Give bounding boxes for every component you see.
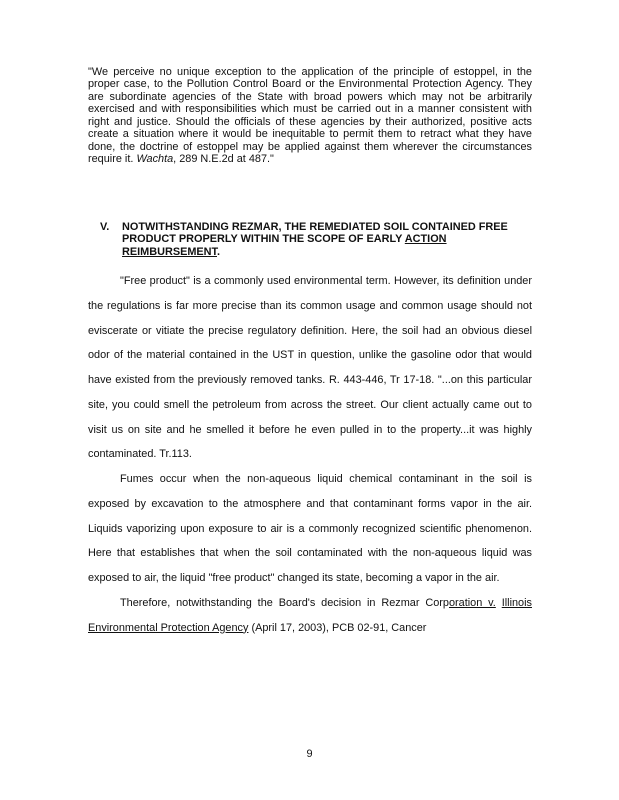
p3-case-part2: Illinois Environmental Protection Agency <box>88 596 532 634</box>
p3-end: (April 17, 2003), PCB 02-91, Cancer <box>248 621 427 634</box>
p3-case-part1: oration v. <box>448 596 496 609</box>
quote-text: "We perceive no unique exception to the application of the principle of estoppel, in the proper case, to the Pollution Control Board or the Environmental Protection Agency. They are subordinate agencies of the State with broad powers which may not be arbitrarily exercised and with responsibilities which must be carried out in a manner consistent with right and justice. Should the officials of these agencies by their authorized, positive acts create a situation where it would be inequitable to permit them to retract what they have done, the doctrine of estoppel may be applied against them wherever the circumstances require it. <box>88 66 532 166</box>
section-title <box>122 221 540 258</box>
block-quote <box>88 66 532 166</box>
paragraph-fumes: Fumes occur when the non-aqueous liquid chemical contaminant in the soil is exposed by excavation to the atmosphere and that contaminant forms vapor in the air. Liquids vaporizing upon exposure to air is a commonly recognized scientific phenomenon. Here that establishes that when the soil contaminated with the non-aqueous liquid was exposed to air, the liquid "free product" changed its state, becoming a vapor in the air. <box>88 473 532 584</box>
body-text <box>88 269 532 640</box>
quote-case-name: Wachta <box>136 153 174 166</box>
quote-citation: , 289 N.E.2d at 487." <box>173 153 274 166</box>
page-number: 9 <box>306 748 313 760</box>
paragraph-therefore <box>88 591 532 641</box>
paragraph-free-product: "Free product" is a commonly used environmental term. However, its definition under the regulations is far more precise than its common usage and common usage should not eviscerate or vitiate the precise regulatory definition. Here, the soil had an obvious diesel odor of the material contained in the UST in question, unlike the gasoline odor that would have existed from the previously removed tanks. R. 443-446, Tr 17-18. "...on this particular site, you could smell the petroleum from across the street. Our client actually came out to visit us on site and he smelled it before he even pulled in to the property...it was highly contaminated. Tr.113. <box>88 275 532 461</box>
section-title-end: . <box>217 245 221 258</box>
section-heading <box>100 221 540 258</box>
p3-start: Therefore, notwithstanding the Board's decision in Rezmar Corp <box>120 596 449 609</box>
section-title-main: NOTWITHSTANDING REZMAR, THE REMEDIATED SOIL CONTAINED FREE PRODUCT PROPERLY WITHIN THE SCOPE OF EARLY <box>122 221 508 246</box>
section-number: V. <box>100 221 110 233</box>
section-title-underlined: ACTION REIMBURSEMENT <box>122 233 447 258</box>
